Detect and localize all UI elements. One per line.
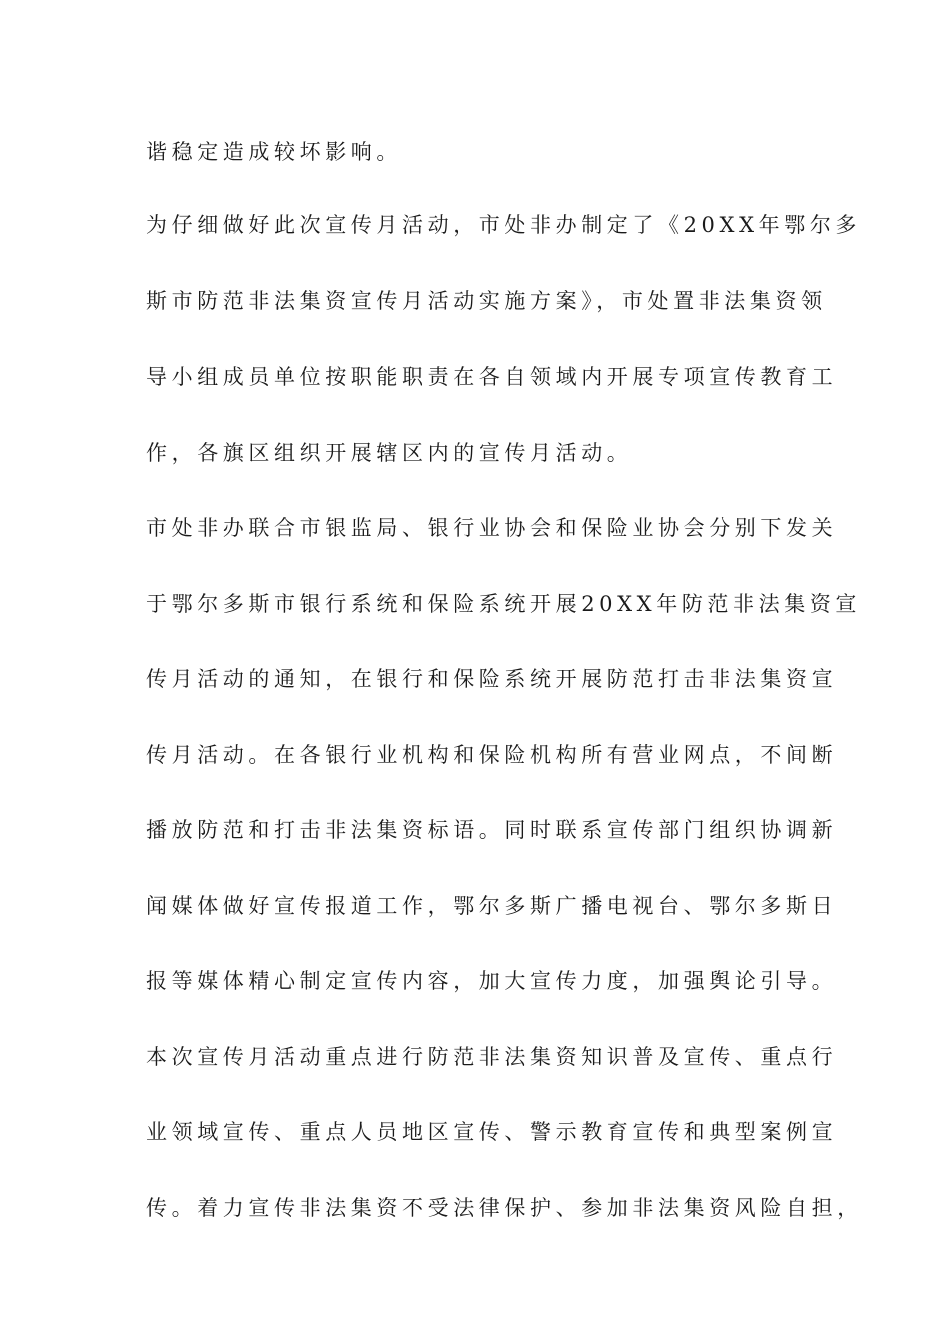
text-line: 闻媒体做好宣传报道工作，鄂尔多斯广播电视台、鄂尔多斯日 [146, 894, 838, 918]
text-line: 谐稳定造成较坏影响。 [146, 140, 402, 164]
text-line: 于鄂尔多斯市银行系统和保险系统开展20XX年防范非法集资宣 [146, 592, 862, 616]
text-line: 业领域宣传、重点人员地区宣传、警示教育宣传和典型案例宣 [146, 1120, 838, 1144]
text-line: 斯市防范非法集资宣传月活动实施方案》，市处置非法集资领 [146, 289, 827, 313]
text-line: 市处非办联合市银监局、银行业协会和保险业协会分别下发关 [146, 516, 838, 540]
text-line: 作，各旗区组织开展辖区内的宣传月活动。 [146, 441, 633, 465]
text-line: 为仔细做好此次宣传月活动，市处非办制定了《20XX年鄂尔多 [146, 213, 862, 237]
text-line: 传月活动的通知，在银行和保险系统开展防范打击非法集资宣 [146, 667, 838, 691]
text-line: 本次宣传月活动重点进行防范非法集资知识普及宣传、重点行 [146, 1045, 838, 1069]
text-line: 播放防范和打击非法集资标语。同时联系宣传部门组织协调新 [146, 818, 838, 842]
text-line: 导小组成员单位按职能职责在各自领域内开展专项宣传教育工 [146, 365, 838, 389]
text-line: 传月活动。在各银行业机构和保险机构所有营业网点，不间断 [146, 743, 838, 767]
text-line: 传。着力宣传非法集资不受法律保护、参加非法集资风险自担， [146, 1196, 863, 1220]
text-line: 报等媒体精心制定宣传内容，加大宣传力度，加强舆论引导。 [146, 969, 838, 993]
